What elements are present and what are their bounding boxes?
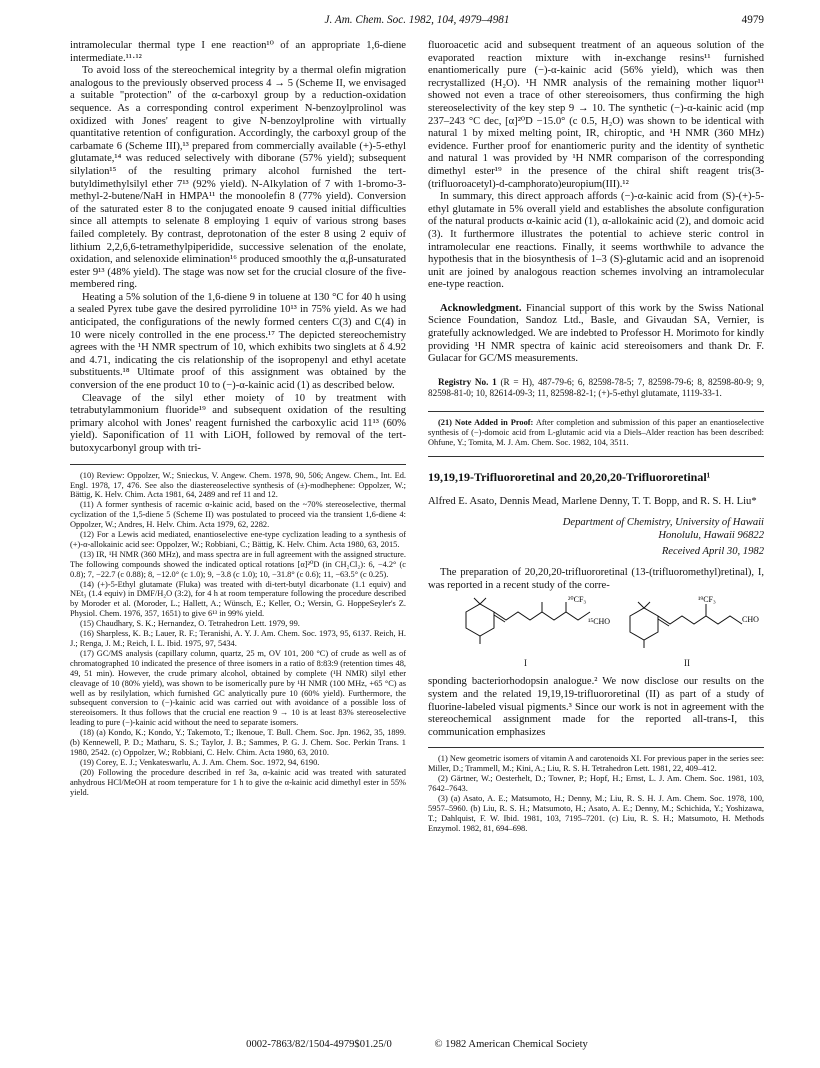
page-number: 4979 [741,14,764,26]
footnote: (18) (a) Kondo, K.; Kondo, Y.; Takemoto, T.; Ikenoue, T. Bull. Chem. Soc. Jpn. 1962, 35, 1899. (b) Kennewell, P. D.; Matharu, S. S.; Taylor, J. B.; Sammes, P. G. J. Chem. Soc. Perkin Trans. 1 1980, 2542. (c) Oppolzer, W.; Robbiani, C. Helv. Chim. Acta 1980, 63, 2010. [70,728,406,757]
footnote-divider [428,411,764,412]
left-column [70,40,406,798]
polyene-chain-I [494,612,590,620]
paragraph: Heating a 5% solution of the 1,6-diene 9 in toluene at 130 °C for 40 h using a sealed Pyrex tube gave the desired pyrrolidine 10¹³ in 75% yield. As we had anticipated, the configurations of the newly formed centers C(3) and C(4) in 10 were nicely controlled in the ene process.¹⁷ The depicted stereochemistry agrees with the ¹H NMR spectrum of 10, which exhibits two singlets at δ 4.92 and 4.71, indicating the cis relationship of the isopropenyl and ethyl acetate substituents.¹⁸ Ultimate proof of this assignment was obtained by the conversion of the ene product 10 to (−)-α-kainic acid (1) as described below. [70,291,406,392]
footnote: (10) Review: Oppolzer, W.; Snieckus, V. Angew. Chem. 1978, 90, 506; Angew. Chem., Int. Ed. Engl. 1978, 17, 476. See also the diastereoselective synthesis of (±)-modhephene: Oppolzer, W.; Bättig, K. Helv. Chim. Acta 1981, 64, 2489 and ref 11 and 12. [70,470,406,500]
structure-label-II: II [684,658,690,669]
cyclohexene-ring-II [630,608,658,640]
paragraph: To avoid loss of the stereochemical integrity by a thermal olefin migration analogous to the previously observed process 4 → 5 (Scheme II, we envisaged a suitable "protection" of the α-carboxyl group by a reduction-oxidation sequence. As a corresponding control experiment N-benzoylprolinol was oxidized with Jones' reagent to give N-benzoylproline with virtually quantitative retention of configuration. Accordingly, the carboxyl group of the carbamate 6 (Scheme III),¹³ prepared from commercially available (+)-5-ethyl glutamate,¹⁴ was reduced selectively with diborane (57% yield); subsequent silylation¹⁵ of the resulting primary alcohol furnished the tert-butyldimethylsilyl ether 7¹³ (92% yield). N-Alkylation of 7 with 1-bromo-3-methyl-2-butene/NaH in HMPA¹¹ the monoolefin 8 (77% yield). Conversion of the saturated ester 8 to the conjugated enoate 9 caused initial difficulties since all attempts to selenate 8 employing 1 equiv of various strong bases failed completely. By contrast, deprotonation of the ester 8 using 2 equiv of lithium 2,2,6,6-tetramethylpiperidide, successive selenation of the enolate, oxidation, and selenoxide elimination¹⁶ produced smoothly the α,β-unsaturated ester 9¹³ (48% yield). The stage was now set for the crucial closure of the five-membered ring. [70,65,406,291]
paragraph: fluoroacetic acid and subsequent treatment of an aqueous solution of the evaporated reaction mixture with in-exchange resins¹¹ furnished enantiomerically pure (−)-α-kainic acid (56% yield), which was then recrystallized (H₂O). ¹H NMR analysis of the remaining mother liquor¹¹ showed not even a trace of other stereoisomers, thus confirming the high stereoselectivity of the key step 9 → 10. The synthetic (−)-α-kainic acid (mp 237–243 °C dec, [α]²⁰D −15.0° (c 0.5, H₂O) was shown to be identical with natural 1 by mixed melting point, IR, chiroptic, and ¹H NMR (360 MHz) evidence. Further proof for enantiomeric purity and the identity of synthetic and natural 1 was provided by ¹H NMR comparison of the corresponding dimethyl ester¹⁹ in the presence of the chiral shift reagent tris(3-(trifluoroacetyl)-d-camphorato)europium(III).¹² [428,40,764,190]
footnotes-left [70,471,406,798]
cf3-label-I: ²⁰CF₃ [568,595,587,605]
ack-label: Acknowledgment. [440,302,522,314]
footnote: (13) IR, ¹H NMR (360 MHz), and mass spectra are in full agreement with the assigned structure. The following compounds showed the indicated optical rotations [α]²⁰D (in CH₂Cl₂): 6, −4.2° (c 0.8); 7, −22.7 (c 0.88); 8, −12.0° (c 1.0); 9, −3.8 (c 1.0); 10, −31.8° (c 0.6); 11, −63.5° (c 0.25). [70,549,406,579]
authors: Alfred E. Asato, Dennis Mead, Marlene Denny, T. T. Bopp, and R. S. H. Liu* [428,496,757,508]
footnote: (20) Following the procedure described in ref 3a, α-kainic acid was treated with saturated anhydrous HCl/MeOH at room temperature for 1 h to give the α-kainic acid dimethyl ester in 55% yield. [70,767,406,797]
received-date: Received April 30, 1982 [661,546,764,558]
footnote: (15) Chaudhary, S. K.; Hernandez, O. Tetrahedron Lett. 1979, 99. [80,619,300,629]
footnote: (3) (a) Asato, A. E.; Matsumoto, H.; Denny, M.; Liu, R. S. H. J. Am. Chem. Soc. 1978, 100, 5957–5960. (b) Liu, R. S. H.; Matsumoto, H.; Asato, A. E.; Denny, M.; Schichida, Y.; Yoshizawa, T.; Dahlquist, F. W. Ibid. 1981, 103, 7195–7201. (c) Liu, R. S. H.; Matsumoto, H. Methods Enzymol. 1982, 81, 694–698. [428,793,764,833]
footnote: (2) Gärtner, W.; Oesterhelt, D.; Towner, P.; Hopf, H.; Ernst, L. J. Am. Chem. Soc. 1981, 103, 7642–7643. [428,774,764,794]
footnote: (19) Corey, E. J.; Venkateswarlu, A. J. Am. Chem. Soc. 1972, 94, 6190. [80,757,320,767]
footnote-divider [428,747,764,748]
page-footer [70,1039,764,1050]
polyene-chain-II [658,616,742,624]
footnote: (17) GC/MS analysis (capillary column, quartz, 25 m, OV 101, 200 °C) of crude as well as of chromatographed 10 indicated the presence of three isomers in a ratio of 8:83:9 (retention times 48, 49, 51 min). However, the crude primary alcohol, obtained by complete (¹H NMR) silyl ether cleavage of 10 (80% yield), was shown to be isomerically pure by ¹H NMR (100 MHz, +65 °C) as well as by resilylation, which furnished GC analytically pure 10 (60% yield). Furthermore, the subsequent conversion to (−)-kainic acid was carried out with avoidance of a possible loss of stereoisomers. It thus follows that the crucial ene reaction 9 → 10 is at least 83% stereoselective leading to pure (−)-kainic acid without the need to separate isomers. [70,648,406,728]
copyright: © 1982 American Chemical Society [434,1039,588,1050]
article-code: 0002-7863/82/1504-4979$01.25/0 [246,1039,392,1050]
acknowledgment [428,303,764,366]
retinal-structures-drawing [428,594,764,658]
footnote: (1) New geometric isomers of vitamin A and carotenoids XI. For previous paper in the series see: Miller, D.; Trammell, M.; Kini, A.; Liu, R. S. H. Tetrahedron Lett. 1981, 22, 409–412. [428,754,764,774]
right-column [428,40,764,834]
footnote: (11) A former synthesis of racemic α-kainic acid, based on the ~70% stereoselective, thermal cyclization of the 1,5-diene 5 (Scheme II) was postulated to proceed via the transient 1,6-diene 4: Oppolzer, W.; Andres, H. Helv. Chim. Acta 1979, 62, 2282. [70,500,406,530]
structure-label-I: I [524,658,527,669]
paragraph: Cleavage of the silyl ether moiety of 10 by treatment with tetrabutylammonium fluoride¹⁹ and subsequent oxidation of the resulting primary alcohol with Jones' reagent furnished the carboxylic acid 11¹³ (60% yield). Saponification of 11 with LiOH, followed by removal of the tert-butoxycarbonyl group with tri- [70,392,406,454]
cho-label-II: CHO [742,615,759,625]
ack-text: Financial support of this work by the Swiss National Science Foundation, Sandoz Ltd., Basle, and Givaudan SA, Vernier, is gratefully acknowledged. We are indebted to Professor H. Morimoto for kindly providing ¹H NMR spectra of kainic acid stereoisomers and thank Dr. F. Gulacar for GC/MS measurements. [428,302,764,365]
cho-label-I: ¹⁵CHO [588,617,611,627]
footnote: (16) Sharpless, K. B.; Lauer, R. F.; Teranishi, A. Y. J. Am. Chem. Soc. 1973, 95, 6137. Reich, H. J.; Renga, J. M.; Reich, I. L. Ibid. 1975, 97, 5434. [70,629,406,648]
affiliation-address: Honolulu, Hawaii 96822 [658,530,764,542]
article-divider [428,456,764,457]
article-title: 19,19,19-Trifluororetinal and 20,20,20-Trifluororetinal¹ [428,469,711,484]
registry-label: Registry No. 1 [438,376,497,387]
cf3-label-II: ¹⁹CF₃ [698,595,716,605]
registry-numbers [428,377,764,399]
registry-text: (R = H), 487-79-6; 6, 82598-78-5; 7, 82598-79-6; 8, 82598-80-9; 9, 82598-81-0; 10, 82614-09-3; 11, 82598-82-1; (+)-5-ethyl glutamate, 1119-33-1. [428,376,764,398]
note-text: After completion and submission of this paper an enantioselective synthesis of (−)-domoic acid from L-glutamic acid via a Diels–Alder reaction has been described: Ohfune, Y.; Tomita, M. J. Am. Chem. Soc. 1982, 104, 3511. [428,417,764,447]
paragraph: The preparation of 20,20,20-trifluororetinal (13-(trifluoromethyl)retinal), I, was reported in a recent study of the corre- [428,567,764,591]
cyclohexene-ring-I [466,604,494,636]
paragraph: intramolecular thermal type I ene reaction¹⁰ of an appropriate 1,6-diene intermediate.¹¹·¹² [70,40,406,64]
note-label: (21) Note Added in Proof: [438,417,534,427]
note-added-in-proof [428,418,764,448]
paragraph: In summary, this direct approach affords (−)-α-kainic acid from (S)-(+)-5-ethyl glutamate in 5% overall yield and establishes the absolute configuration of the natural products α-kainic acid (1), α-allokainic acid (2), and domoic acid (3). It furthermore illustrates the potential to achieve steric control in intramolecular ene reactions. Finally, it seems worthwhile to advance the hypothesis that in the biosynthesis of 1–3 (S)-glutamic acid and an isoprenoid unit are joined by analogous reaction schemes involving an intramolecular ene-type reaction. [428,191,764,291]
footnote: (14) (+)-5-Ethyl glutamate (Fluka) was treated with di-tert-butyl dicarbonate (1.1 equiv) and NEt₃ (1.4 equiv) in DMF/H₂O (3:2), for 4 h at room temperature following the procedure described by Moroder et al. (Moroder, L.; Hallett, A.; Wünsch, E.; Keller, O.; Wersin, G. HoppeSeyler's Z. Physiol. Chem. 1976, 357, 1651) to give 6¹³ in 99% yield. [70,579,406,619]
paragraph: sponding bacteriorhodopsin analogue.² We now disclose our results on the system and the related 19,19,19-trifluororetinal (II) as part of a study of fluorine-labeled visual pigments.³ Since our work is not in agreement with the stereochemical assignment made for the reported all-trans-I, this communication emphasizes [428,676,764,738]
page-header [70,14,764,30]
running-head: J. Am. Chem. Soc. 1982, 104, 4979–4981 [324,14,510,26]
chemical-structures [428,594,764,672]
affiliation-department: Department of Chemistry, University of Hawaii [562,517,764,529]
footnote-divider [70,464,406,465]
footnote: (12) For a Lewis acid mediated, enantioselective ene-type cyclization leading to a synthesis of (+)-α-allokainic acid see: Oppolzer, W.; Robbiani, C.; Bättig, K. Helv. Chim. Acta 1980, 63, 2015. [70,530,406,549]
